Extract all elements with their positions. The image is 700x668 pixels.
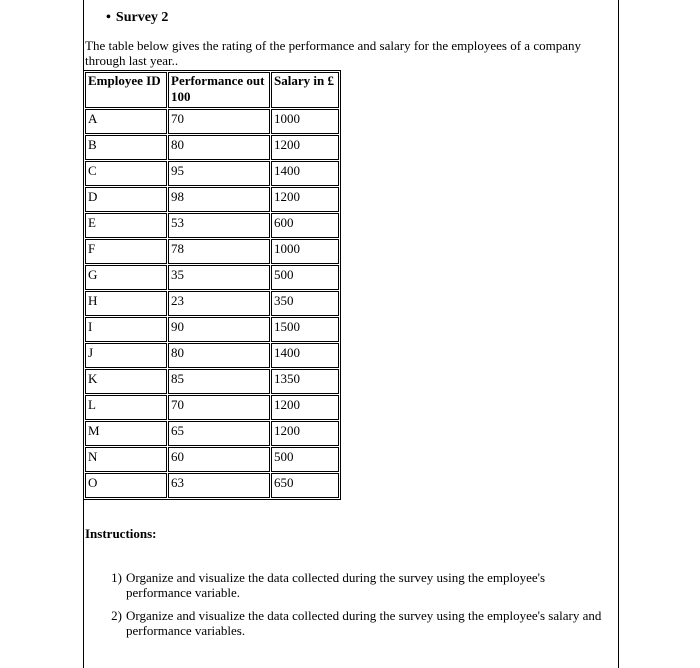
cell-performance: 53 [168, 213, 270, 238]
bullet-icon: • [106, 10, 111, 25]
cell-employee-id: N [85, 447, 167, 472]
cell-salary: 1200 [271, 135, 339, 160]
table-row [85, 161, 339, 186]
cell-salary: 1400 [271, 343, 339, 368]
table-row [85, 317, 339, 342]
cell-performance: 60 [168, 447, 270, 472]
cell-employee-id: D [85, 187, 167, 212]
table-header-row [85, 72, 339, 108]
cell-employee-id: F [85, 239, 167, 264]
table-row [85, 447, 339, 472]
cell-salary: 1200 [271, 421, 339, 446]
intro-text: The table below gives the rating of the performance and salary for the employees of a company through last year.. [85, 38, 581, 68]
header-salary: Salary in £ [271, 72, 339, 108]
cell-employee-id: H [85, 291, 167, 316]
cell-employee-id: M [85, 421, 167, 446]
survey-heading [106, 10, 168, 26]
cell-salary: 600 [271, 213, 339, 238]
cell-employee-id: B [85, 135, 167, 160]
instruction-number: 1) [111, 570, 122, 585]
header-performance: Performance out 100 [168, 72, 270, 108]
employee-table [83, 70, 341, 500]
cell-salary: 1200 [271, 187, 339, 212]
cell-employee-id: K [85, 369, 167, 394]
table-row [85, 213, 339, 238]
cell-salary: 1350 [271, 369, 339, 394]
cell-employee-id: L [85, 395, 167, 420]
cell-employee-id: O [85, 473, 167, 498]
cell-salary: 500 [271, 447, 339, 472]
instruction-item [100, 570, 605, 600]
survey-title: Survey 2 [115, 10, 169, 25]
cell-employee-id: J [85, 343, 167, 368]
cell-employee-id: E [85, 213, 167, 238]
cell-salary: 1200 [271, 395, 339, 420]
cell-employee-id: C [85, 161, 167, 186]
cell-performance: 65 [168, 421, 270, 446]
instruction-item [100, 608, 605, 638]
cell-performance: 80 [168, 343, 270, 368]
table-row [85, 369, 339, 394]
cell-salary: 350 [271, 291, 339, 316]
table-row [85, 291, 339, 316]
cell-salary: 1500 [271, 317, 339, 342]
table-row [85, 473, 339, 498]
table-row [85, 343, 339, 368]
table-row [85, 187, 339, 212]
cell-performance: 90 [168, 317, 270, 342]
header-employee-id: Employee ID [85, 72, 167, 108]
cell-salary: 500 [271, 265, 339, 290]
table-row [85, 265, 339, 290]
table-body [85, 109, 339, 498]
cell-performance: 23 [168, 291, 270, 316]
table-row [85, 421, 339, 446]
instructions-title: Instructions: [85, 526, 157, 541]
cell-performance: 98 [168, 187, 270, 212]
cell-performance: 70 [168, 395, 270, 420]
instruction-number: 2) [111, 608, 122, 623]
table-row [85, 109, 339, 134]
table-row [85, 239, 339, 264]
cell-salary: 1000 [271, 239, 339, 264]
cell-salary: 650 [271, 473, 339, 498]
cell-salary: 1000 [271, 109, 339, 134]
cell-employee-id: A [85, 109, 167, 134]
cell-salary: 1400 [271, 161, 339, 186]
cell-performance: 70 [168, 109, 270, 134]
table-row [85, 395, 339, 420]
cell-employee-id: I [85, 317, 167, 342]
instruction-text: Organize and visualize the data collected during the survey using the employee's salary and performance variables. [126, 608, 602, 638]
instructions-list [100, 570, 605, 646]
table-row [85, 135, 339, 160]
cell-performance: 78 [168, 239, 270, 264]
cell-employee-id: G [85, 265, 167, 290]
instruction-text: Organize and visualize the data collected during the survey using the employee's performance variable. [126, 570, 546, 600]
cell-performance: 95 [168, 161, 270, 186]
cell-performance: 80 [168, 135, 270, 160]
cell-performance: 85 [168, 369, 270, 394]
cell-performance: 63 [168, 473, 270, 498]
cell-performance: 35 [168, 265, 270, 290]
